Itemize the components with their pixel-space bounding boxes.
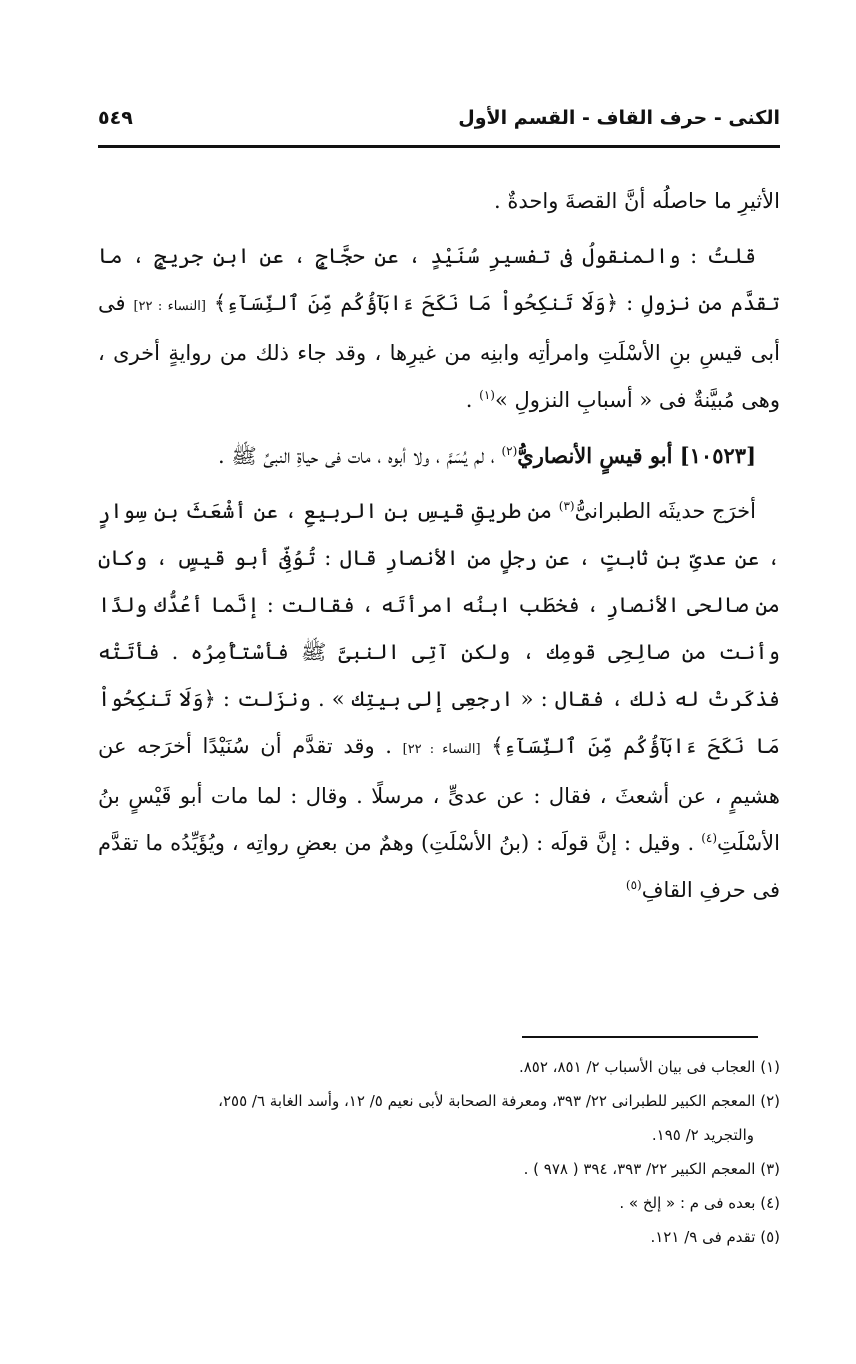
entry-paragraph [98,432,780,480]
entry-text: ، لم يُسَمَّ ، ولا أبوه ، مات فى حياةِ النبىِّ ﷺ . [218,444,495,468]
paragraph-1-text: الأثيرِ ما حاصلُه أنَّ القصةَ واحدةٌ . [494,189,780,213]
footnote-4: (٤) بعده فى م : « إلخ » . [619,1194,780,1212]
footnote-marker: (٥) [625,878,642,892]
paragraph-3-text-c: . وقد تقدَّم أن سُنَيْدًا أخرَجه عن هشيمٍ ، عن أشعثَ ، فقال : عن عدىٍّ ، مرسلًا . وقال : لما مات أبو قَيْسٍ بنُ الأسْلَتِ [98,734,780,855]
page-number: ٥٤٩ [98,107,133,129]
footnote-rule [522,1036,758,1038]
paragraph-2-text-a: قلتُ : والمنقولُ فى تفسيرِ سُنَيْدٍ ، عن حجَّاجٍ ، عن ابنِ جريجٍ ، ما تقدَّم من نزولِ : ﴿وَلَا تَنكِحُواْ مَا نَكَحَ ءَابَآؤُكُم مِّنَ ٱلنِّسَآءِ﴾ [98,244,780,315]
main-text [98,178,780,914]
paragraph-2 [98,233,780,424]
paragraph-3-text-d: . وقيل : إنَّ قولَه : (بنُ الأسْلَتِ) وهمٌ من بعضِ رواتِه ، ويُؤَيِّدُه ما تقدَّم فى حرفِ القافِ [98,831,780,902]
quran-reference: [النساء : ٢٢] [133,299,206,314]
footnotes [98,1050,780,1254]
header-rule [98,145,780,148]
footnote-marker: (٢) [501,444,518,458]
footnote-5: (٥) تقدم فى ٩/ ١٢١. [650,1228,780,1246]
paragraph-3-text-b: من طريقِ قيسِ بنِ الربيعِ ، عن أشْعَثَ بنِ سِوارٍ ، عن عدىِّ بنِ ثابتٍ ، عن رجلٍ من الأنصارِ قال : تُوُفِّىَ أبو قيسٍ ، وكان من صالحى الأنصارِ ، فخطَب ابنُه امرأتَه ، فقالت : إنَّما أعُدُّك ولدًا وأنت من صالِحِى قومِك ، ولكن آتِى النبىَّ ﷺ فأسْتأْمِرُه . فأتَتْه فذكَرتْ له ذلك ، فقال : « ارجعِى إلى بيتِك » . ونزَلت : ﴿وَلَا تَنكِحُواْ مَا نَكَحَ ءَابَآؤُكُم مِّنَ ٱلنِّسَآءِ﴾ [98,499,780,758]
footnote-marker: (٤) [701,831,718,845]
footnote-marker: (١) [479,388,495,402]
paragraph-3 [98,488,780,914]
footnote-1: (١) العجاب فى بيان الأسباب ٢/ ٨٥١، ٨٥٢. [518,1058,780,1076]
footnote-marker: (٣) [558,499,575,513]
paragraph-1 [98,178,780,225]
paragraph-3-text-a: أخرَج حديثَه الطبرانىُّ [574,499,756,523]
footnote-3: (٣) المعجم الكبير ٢٢/ ٣٩٣، ٣٩٤ ( ٩٧٨ ) . [523,1160,780,1178]
footnote-2-continued: والتجريد ٢/ ١٩٥. [651,1126,754,1144]
paragraph-2-text-b: فى أبى قيسِ بنِ الأسْلَتِ وامرأتِه وابنِه من غيرِها ، وقد جاء ذلك من روايةٍ أخرى ، وهى مُبيَّنةٌ فى « أسبابِ النزولِ » [98,291,780,412]
entry-heading: [١٠٥٢٣] أبو قيسٍ الأنصاريُّ [517,443,756,468]
running-header [98,100,780,136]
paragraph-2-end: . [465,388,480,412]
header-title: الكنى - حرف القاف - القسم الأول [458,107,780,129]
footnote-2: (٢) المعجم الكبير للطبرانى ٢٢/ ٣٩٣، ومعرفة الصحابة لأبى نعيم ٥/ ١٢، وأسد الغابة ٦/ ٢٥٥، [218,1092,780,1110]
quran-reference: [النساء : ٢٢] [402,742,481,757]
